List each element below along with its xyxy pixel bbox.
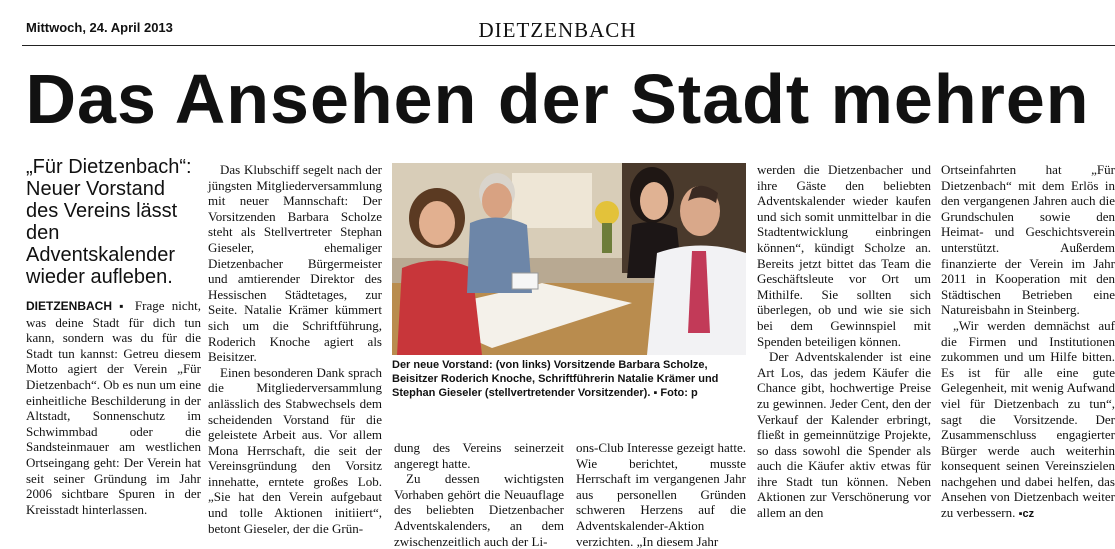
kicker-bullet-icon: ▪ (119, 299, 128, 313)
paragraph: dung des Vereins seinerzeit angeregt hatte. (394, 440, 564, 471)
text-column-6 (941, 162, 1115, 523)
caption-text: Der neue Vorstand: (von links) Vorsitzende Barbara Scholze, Beisitzer Roderich Knoche, Schriftführerin Natalie Krämer und Stephan Gieseler (stellvertretender Vorsitzender). (392, 359, 719, 399)
text-column-5 (757, 162, 931, 521)
headline: Das Ansehen der Stadt mehren (25, 60, 1090, 138)
paragraph: werden die Dietzenbacher und ihre Gäste den beliebten Adventskalender wieder kaufen und sich somit unmittelbar in die Stadtentwicklung einbringen können“, kündigt Scholze an. Bereits jetzt bittet das Team die Geschäftsleute vor Ort um Mithilfe. Sie sollten sich überlegen, ob und wie sie sich bei dem Gewinnspiel mit Spenden beteiligen können. (757, 162, 931, 349)
paragraph: Der Adventskalender ist eine Art Los, das jedem Käufer die Chance gibt, hochwertige Preise zu gewinnen. Jeder Cent, den der Verkauf der Kalender erbringt, fließt in gemeinnützige Projekte, so dass sowohl die Spender als auch die Käufer aktiv etwas für ihre Stadt tun können. Neben Aktionen zur Verschönerung vor allem an den (757, 349, 931, 521)
text-column-4 (576, 440, 746, 549)
caption-bullet-icon: ▪ (653, 387, 658, 399)
text-column-3 (394, 440, 564, 549)
issue-date: Mittwoch, 24. April 2013 (26, 20, 173, 35)
paragraph: Zu dessen wichtigsten Vorhaben gehört die Neuauflage des beliebten Dietzenbacher Adventskalenders, an dem zwischenzeitlich auch der Li- (394, 471, 564, 549)
group-photo-illustration (392, 163, 746, 355)
end-mark-icon: ▪ (1018, 508, 1023, 521)
text-column-2 (208, 162, 382, 536)
photo-caption (392, 358, 746, 400)
author-initials: cz (1022, 508, 1035, 521)
paragraph: Das Klubschiff segelt nach der jüngsten Mitgliederversammlung mit neuer Mannschaft: Der Vorsitzenden Barbara Scholze steht als Stellvertreter Stephan Gieseler, ehemaliger Dietzenbacher Bürgermeister und amtierender Direktor des Hessischen Städtetages, zur Seite. Natalie Krämer kümmert sich um die Schriftführung, Roderich Knoche agiert als Beisitzer. (208, 162, 382, 365)
header-rule (22, 45, 1115, 46)
article-photo (392, 163, 746, 355)
section-title: DIETZENBACH (478, 18, 637, 42)
text-column-1 (26, 298, 201, 517)
paragraph: „Wir werden demnächst auf die Firmen und Institutionen zukommen und um Hilfe bitten. Es ist für alle eine gute Gelegenheit, mit wenig Aufwand viel für Dietzenbach zu tun“, sagt die Vorsitzende. Der Zusammenschluss engagierter Bürger werde auch weiterhin konsequent seinen Vereinszielen nachgehen und dabei helfen, das Ansehen von Dietzenbach weiter zu verbessern. (941, 317, 1115, 521)
subheadline: „Für Dietzenbach“: Neuer Vorstand des Vereins lässt den Adventskalender wieder aufleben. (26, 156, 192, 288)
photo-credit: Foto: p (660, 387, 698, 399)
paragraph: Einen besonderen Dank sprach die Mitgliederversammlung anlässlich des Stabwechsels dem scheidenden Vorstand für die geleistete Arbeit aus. Vor allem Mona Herrschaft, die seit der Vereinsgründung den Vorsitz innehatte, erntete großes Lob. „Sie hat den Verein aufgebaut und tolle Aktionen initiiert“, betont Gieseler, der die Grün- (208, 364, 382, 536)
paragraph: ons-Club Interesse gezeigt hatte. Wie berichtet, musste Herrschaft im vergangenen Jahr aus personellen Gründen schweren Herzens auf die Adventskalender-Aktion verzichten. „In diesem Jahr (576, 440, 746, 549)
dateline-kicker: DIETZENBACH (26, 299, 112, 313)
col1-text: Frage nicht, was deine Stadt für dich tun kann, sondern was du für die Stadt tun kannst: Getreu diesem Motto agiert der Verein „Für Dietzenbach“. Ob es nun um eine einheitliche Beschilderung in der Altstadt, Sonnenschutz im Schwimmbad oder die Sandsteinmauer am westlichen Ortseingang geht: Der Verein hat seit seiner Gründung im Jahr 2006 sichtbare Spuren in der Kreisstadt hinterlassen. (26, 298, 202, 517)
paragraph: Ortseinfahrten hat „Für Dietzenbach“ mit dem Erlös in den vergangenen Jahren auch die Grundschulen sowie den Heimat- und Geschichtsverein unterstützt. Außerdem finanzierte der Verein im Jahr 2011 in Kooperation mit den Städtischen Betrieben eine Natureisbahn in Steinberg. (941, 162, 1115, 318)
